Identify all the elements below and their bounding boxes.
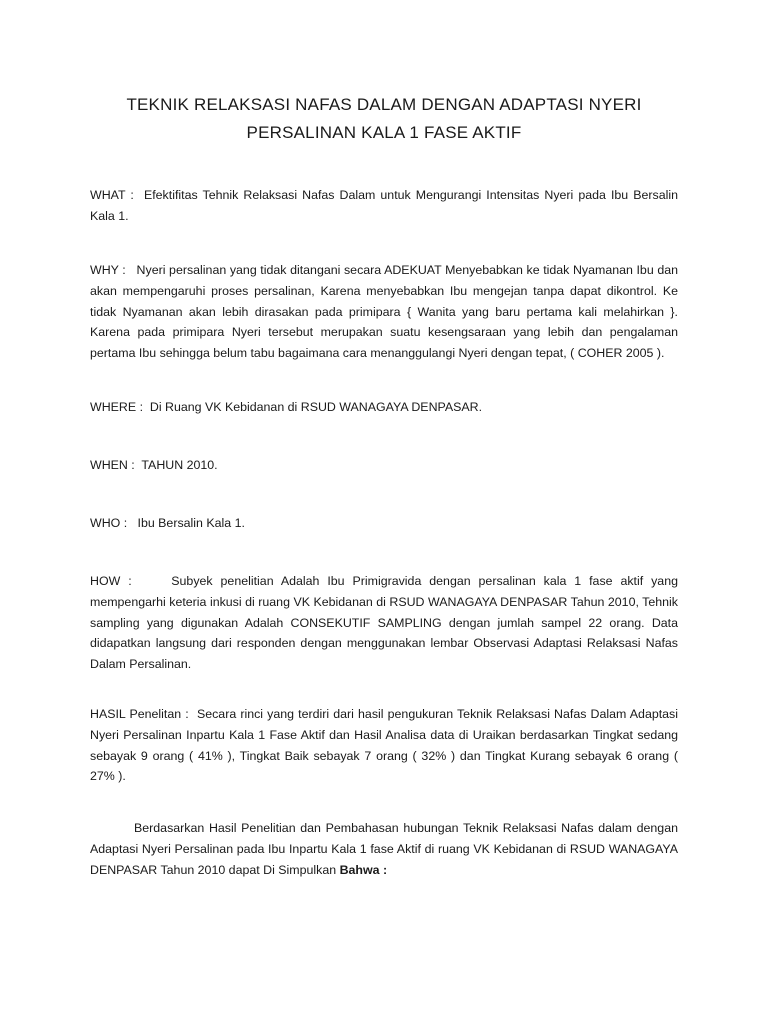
what-label: WHAT : <box>90 188 144 202</box>
where-label: WHERE : <box>90 400 150 414</box>
when-paragraph <box>90 455 678 476</box>
results-paragraph <box>90 704 678 787</box>
how-label: HOW : <box>90 574 172 588</box>
what-paragraph <box>90 185 678 227</box>
why-paragraph <box>90 260 678 364</box>
document-title-line-2: PERSALINAN KALA 1 FASE AKTIF <box>246 123 522 142</box>
conclusion-text: Berdasarkan Hasil Penelitian dan Pembahasan hubungan Teknik Relaksasi Nafas dalam dengan Adaptasi Nyeri Persalinan pada Ibu Inpartu Kala 1 fase Aktif di ruang VK Kebidanan di RSUD WANAGAYA DENPASAR Tahun 2010 dapat Di Simpulkan <box>90 821 678 877</box>
who-label: WHO : <box>90 516 138 530</box>
why-text: Nyeri persalinan yang tidak ditangani secara ADEKUAT Menyebabkan ke tidak Nyamanan Ibu dan akan mempengaruhi proses persalinan, Karena menyebabkan Ibu mengejan tanpa dapat dikontrol. Ke tidak Nyamanan akan lebih dirasakan pada primipara { Wanita yang baru pertama kali melahirkan }. Karena pada primipara Nyeri tersebut merupakan suatu kesengsaraan yang lebih dan pengalaman pertama Ibu sehingga belum tabu bagaimana cara menanggulangi Nyeri dengan tepat, ( COHER 2005 ). <box>90 263 678 361</box>
document-title-line-1: TEKNIK RELAKSASI NAFAS DALAM DENGAN ADAPTASI NYERI <box>126 95 642 114</box>
results-text: Secara rinci yang terdiri dari hasil pengukuran Teknik Relaksasi Nafas Dalam Adaptasi Nyeri Persalinan Inpartu Kala 1 Fase Aktif dan Hasil Analisa data di Uraikan berdasarkan Tingkat sedang sebayak 9 orang ( 41% ), Tingkat Baik sebayak 7 orang ( 32% ) dan Tingkat Kurang sebayak 6 orang ( 27% ). <box>90 707 679 784</box>
when-text: TAHUN 2010. <box>141 458 218 472</box>
what-text: Efektifitas Tehnik Relaksasi Nafas Dalam untuk Mengurangi Intensitas Nyeri pada Ibu Bersalin Kala 1. <box>90 188 679 223</box>
where-paragraph <box>90 397 678 418</box>
when-label: WHEN : <box>90 458 142 472</box>
who-text: Ibu Bersalin Kala 1. <box>137 516 245 530</box>
how-paragraph <box>90 571 678 675</box>
where-text: Di Ruang VK Kebidanan di RSUD WANAGAYA DENPASAR. <box>149 400 483 414</box>
why-label: WHY : <box>90 263 137 277</box>
results-label: HASIL Penelitan : <box>90 707 197 721</box>
conclusion-emphasis: Bahwa : <box>339 862 388 877</box>
conclusion-paragraph <box>90 818 678 880</box>
who-paragraph <box>90 513 678 534</box>
how-text: Subyek penelitian Adalah Ibu Primigravida dengan persalinan kala 1 fase aktif yang mempengarhi keteria inkusi di ruang VK Kebidanan di RSUD WANAGAYA DENPASAR Tahun 2010, Tehnik sampling yang digunakan Adalah CONSEKUTIF SAMPLING dengan jumlah sampel 22 orang. Data didapatkan langsung dari responden dengan menggunakan lembar Observasi Adaptasi Relaksasi Nafas Dalam Persalinan. <box>90 574 678 672</box>
